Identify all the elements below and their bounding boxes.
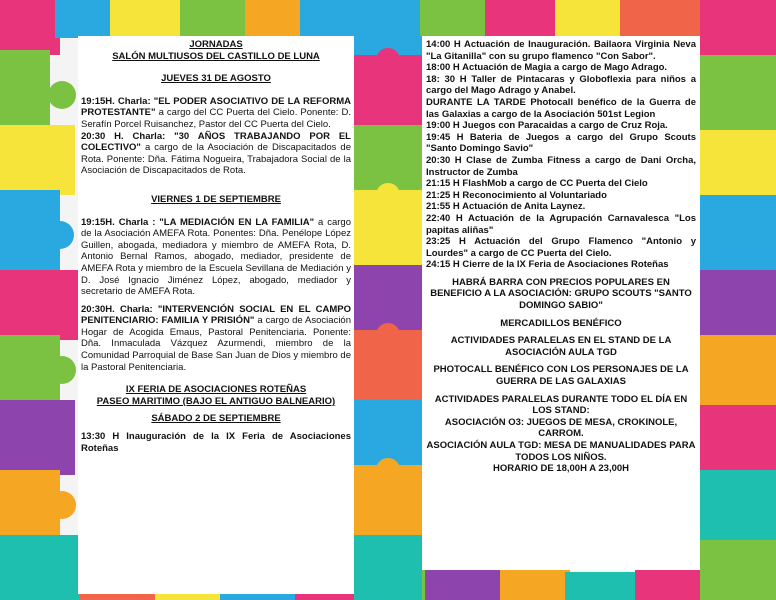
header-venue: SALÓN MULTIUSOS DEL CASTILLO DE LUNA bbox=[112, 50, 320, 62]
tgd-activities-notice: ACTIVIDADES PARALELAS EN EL STAND DE LA ASOCIACIÓN AULA TGD bbox=[450, 335, 672, 358]
schedule-item: 21:55 H Actuación de Anita Laynez. bbox=[426, 201, 586, 213]
all-day-activities-heading: ACTIVIDADES PARALELAS DURANTE TODO EL DÍA EN LOS STAND: bbox=[434, 393, 688, 417]
event-saturday-1: 13:30 H Inauguración de la IX Feria de Asociaciones Roteñas bbox=[81, 431, 351, 454]
schedule-item: 19:45 H Bateria de Juegos a cargo del Grupo Scouts "Santo Domingo Savio" bbox=[426, 131, 696, 155]
association-tgd: ASOCIACIÓN AULA TGD: MESA DE MANUALIDADES PARA TODOS LOS NIÑOS. bbox=[426, 440, 696, 463]
left-column bbox=[81, 39, 351, 454]
schedule-hours: HORARIO DE 18,00H A 23,00H bbox=[492, 463, 630, 475]
event-title: 20:30H. Charla: "INTERVENCIÓN SOCIAL EN EL CAMPO PENITENCIARIO: FAMILIA Y PRISIÓN" bbox=[81, 303, 351, 327]
day-heading-friday: VIERNES 1 DE SEPTIEMBRE bbox=[151, 193, 281, 205]
schedule-item: 24:15 H Cierre de la IX Feria de Asociaciones Roteñas bbox=[426, 259, 669, 271]
bar-notice: HABRÁ BARRA CON PRECIOS POPULARES EN BENEFICIO A LA ASOCIACIÓN: GRUPO SCOUTS "SANTO DOMINGO SABIO" bbox=[430, 276, 692, 312]
right-column bbox=[426, 39, 696, 475]
event-description: a cargo de la Asociación de Discapacitados de Rota. Ponente: Dña. Fátima Nogueira, Trabajadora Social de la Asociación de Discapacitados de Rota. bbox=[81, 142, 351, 177]
mercadillos-notice: MERCADILLOS BENÉFICO bbox=[500, 317, 622, 329]
schedule-item: 23:25 H Actuación del Grupo Flamenco "Antonio y Lourdes" a cargo de CC Puerta del Cielo. bbox=[426, 236, 696, 259]
schedule-item: 21:15 H FlashMob a cargo de CC Puerta del Cielo bbox=[426, 178, 648, 190]
photocall-notice: PHOTOCALL BENÉFICO CON LOS PERSONAJES DE LA GUERRA DE LAS GALAXIAS bbox=[433, 364, 689, 388]
event-friday-1 bbox=[81, 217, 351, 298]
schedule-item: 18: 30 H Taller de Pintacaras y Globoflexia para niños a cargo del Mago Adrago y Anabel. bbox=[426, 73, 696, 97]
schedule-item: 19:00 H Juegos con Paracaidas a cargo de Cruz Roja. bbox=[426, 120, 668, 132]
event-title: 19:15H. Charla: "EL PODER ASOCIATIVO DE LA REFORMA PROTESTANTE" bbox=[81, 95, 351, 119]
day-heading-thursday: JUEVES 31 DE AGOSTO bbox=[161, 73, 271, 85]
event-description: a cargo de la Asociación AMEFA Rota. Ponentes: Dña. Penélope López Guillen, abogada, mediadora y miembro de AMEFA Rota, D. Antonio Bernal Ramos, abogado, mediador, presidente de AMEFA Rota y miembro de la Escuela Sevillana de Mediación y D. José Ignacio Jiménez López, abogado, mediador y secretario de AMEFA Rota. bbox=[81, 216, 352, 298]
association-o3: ASOCIACIÓN O3: JUEGOS DE MESA, CROKINOLE, CARROM. bbox=[444, 416, 678, 440]
day-heading-saturday: SÁBADO 2 DE SEPTIEMBRE bbox=[151, 413, 281, 425]
schedule-item: 18:00 H Actuación de Magia a cargo de Mago Adrago. bbox=[426, 62, 668, 74]
schedule-item: 22:40 H Actuación de la Agrupación Carnavalesca "Los papitas aliñas" bbox=[426, 212, 696, 236]
schedule-item: 20:30 H Clase de Zumba Fitness a cargo de Dani Orcha, Instructor de Zumba bbox=[426, 154, 696, 178]
schedule-item: DURANTE LA TARDE Photocall benéfico de la Guerra de las Galaxias a cargo de la Asociación 501st Legion bbox=[426, 96, 696, 120]
header-jornadas: JORNADAS bbox=[189, 39, 243, 50]
schedule-item: 14:00 H Actuación de Inauguración. Bailaora Virginia Neva "La Gitanilla" con su grupo flamenco "Con Sabor". bbox=[426, 39, 696, 62]
schedule-item: 21:25 H Reconocimiento al Voluntariado bbox=[426, 189, 607, 201]
event-friday-2 bbox=[81, 304, 351, 374]
event-thursday-2 bbox=[81, 131, 351, 177]
event-thursday-1 bbox=[81, 96, 351, 131]
event-description: a cargo del CC Puerta del Cielo. Ponente: D. Serafín Porcel Ruisanchez, Pastor del CC Puerta del Cielo. bbox=[81, 107, 351, 130]
feria-location: PASEO MARITIMO (BAJO EL ANTIGUO BALNEARIO) bbox=[96, 395, 336, 407]
event-title: 19:15H. Charla : "LA MEDIACIÓN EN LA FAMILIA" bbox=[81, 216, 315, 228]
feria-title: IX FERIA DE ASOCIACIONES ROTEÑAS bbox=[125, 384, 307, 396]
event-description: a cargo de Asociación Hogar de Acogida Emaus, Pastoral Penitenciaria. Ponente: Dña. Inmaculada Vázquez Azurmendi, miembro de la Comunidad Parroquial de Base San Juan de Dios y miembro de la Pastoral Penitenciaria. bbox=[81, 315, 351, 373]
event-title: 20:30 H. Charla: "30 AÑOS TRABAJANDO POR EL COLECTIVO" bbox=[81, 130, 351, 154]
